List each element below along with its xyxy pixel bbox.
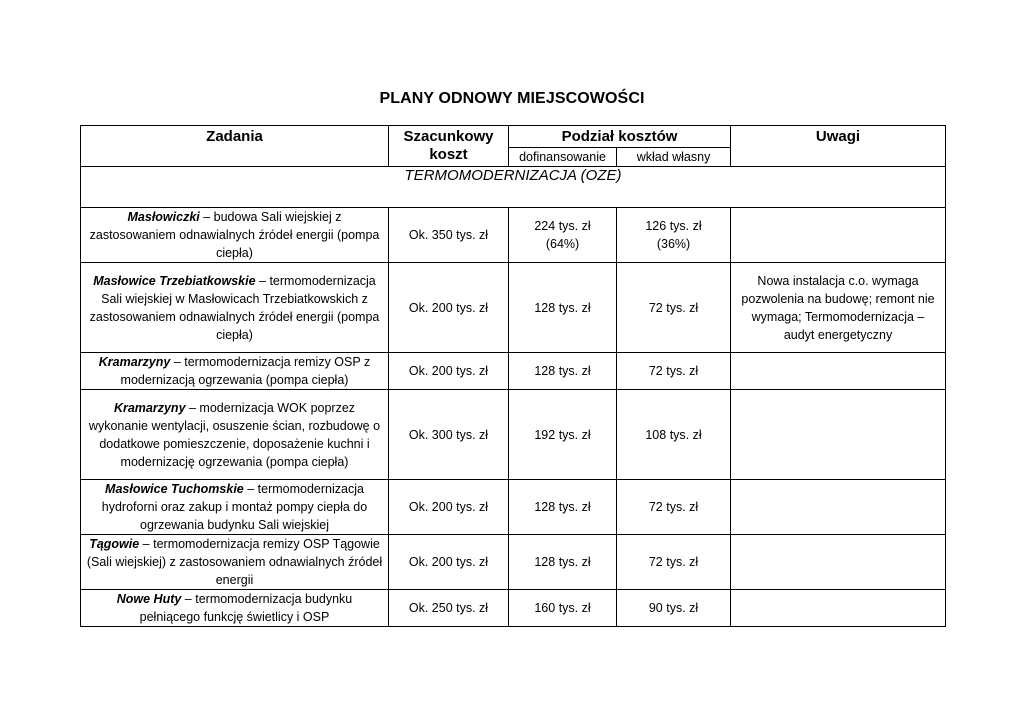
cofinancing-cell (509, 353, 617, 390)
header-own-contribution: wkład własny (617, 148, 731, 167)
own-contribution-cell (617, 590, 731, 627)
task-description: – termomodernizacja hydroforni oraz zakup i montaż pompy ciepła do ogrzewania budynku Sali wiejskiej (101, 482, 368, 532)
village-name: Nowe Huty (116, 592, 182, 606)
estimated-cost-cell: Ok. 200 tys. zł (389, 263, 509, 353)
cofinancing-value: 160 tys. zł (534, 601, 591, 615)
own-contribution-value: 90 tys. zł (648, 601, 699, 615)
cofinancing-cell (509, 590, 617, 627)
header-cofinancing: dofinansowanie (509, 148, 617, 167)
village-name: Tągowie (89, 537, 140, 551)
own-contribution-value: 126 tys. zł (645, 219, 702, 233)
own-contribution-percent: (36%) (656, 237, 691, 251)
own-contribution-cell (617, 390, 731, 480)
estimated-cost-cell: Ok. 250 tys. zł (389, 590, 509, 627)
task-description: – termomodernizacja budynku pełniącego funkcję świetlicy i OSP (139, 592, 353, 624)
own-contribution-value: 72 tys. zł (648, 300, 699, 315)
village-name: Masłowice Tuchomskie (105, 482, 244, 496)
renewal-plans-table (80, 125, 946, 627)
own-contribution-cell (617, 353, 731, 390)
section-heading: TERMOMODERNIZACJA (OZE) (81, 167, 946, 208)
task-cell (81, 208, 389, 263)
task-cell (81, 353, 389, 390)
table-row (81, 208, 946, 263)
own-contribution-cell (617, 208, 731, 263)
notes-cell (731, 535, 946, 590)
own-contribution-cell (617, 535, 731, 590)
estimated-cost-cell: Ok. 300 tys. zł (389, 390, 509, 480)
task-cell (81, 390, 389, 480)
notes-cell: Nowa instalacja c.o. wymaga pozwolenia na budowę; remont nie wymaga; Termomodernizacja – audyt energetyczny (731, 263, 946, 353)
own-contribution-value: 72 tys. zł (648, 500, 699, 514)
task-description: – termomodernizacja remizy OSP z modernizacją ogrzewania (pompa ciepła) (120, 355, 371, 387)
notes-cell (731, 480, 946, 535)
task-cell (81, 535, 389, 590)
cofinancing-percent: (64%) (545, 237, 580, 251)
task-cell (81, 480, 389, 535)
table-row (81, 390, 946, 480)
estimated-cost-cell: Ok. 200 tys. zł (389, 535, 509, 590)
header-notes: Uwagi (731, 126, 946, 167)
table-row (81, 590, 946, 627)
notes-cell (731, 208, 946, 263)
header-cost-line1: Szacunkowy (403, 128, 494, 145)
task-cell (81, 590, 389, 627)
header-tasks: Zadania (81, 126, 389, 167)
header-cost-line2: koszt (429, 146, 468, 163)
cofinancing-value: 192 tys. zł (534, 427, 591, 442)
cofinancing-cell (509, 208, 617, 263)
estimated-cost-cell: Ok. 200 tys. zł (389, 353, 509, 390)
cofinancing-value: 128 tys. zł (534, 555, 591, 569)
cofinancing-cell (509, 480, 617, 535)
cofinancing-cell (509, 263, 617, 353)
own-contribution-cell (617, 263, 731, 353)
header-cost-split: Podział kosztów (509, 126, 731, 148)
notes-cell (731, 353, 946, 390)
page-title: PLANY ODNOWY MIEJSCOWOŚCI (379, 90, 645, 107)
table-row (81, 263, 946, 353)
estimated-cost-cell: Ok. 350 tys. zł (389, 208, 509, 263)
own-contribution-value: 72 tys. zł (648, 364, 699, 378)
cofinancing-value: 128 tys. zł (534, 364, 591, 378)
task-description: – modernizacja WOK poprzez wykonanie wentylacji, osuszenie ścian, rozbudowę o dodatkowe pomieszczenie, doposażenie kuchni i modernizację ogrzewania (pompa ciepła) (88, 400, 381, 469)
notes-cell (731, 390, 946, 480)
task-cell (81, 263, 389, 353)
cofinancing-value: 224 tys. zł (534, 219, 591, 233)
village-name: Masłowice Trzebiatkowskie (93, 273, 256, 288)
cofinancing-value: 128 tys. zł (534, 300, 591, 315)
table-row (81, 353, 946, 390)
header-estimated-cost (389, 126, 509, 167)
village-name: Kramarzyny (113, 400, 186, 415)
estimated-cost-cell: Ok. 200 tys. zł (389, 480, 509, 535)
task-description: – termomodernizacja Sali wiejskiej w Masłowicach Trzebiatkowskich z zastosowaniem odnawialnych źródeł energii (pompa ciepła) (89, 273, 380, 342)
table-row (81, 480, 946, 535)
task-description: – termomodernizacja remizy OSP Tągowie (Sali wiejskiej) z zastosowaniem odnawialnych źródeł energii (86, 537, 383, 587)
cofinancing-cell (509, 390, 617, 480)
cofinancing-cell (509, 535, 617, 590)
own-contribution-cell (617, 480, 731, 535)
cofinancing-value: 128 tys. zł (534, 500, 591, 514)
village-name: Kramarzyny (98, 355, 171, 369)
own-contribution-value: 108 tys. zł (645, 427, 702, 442)
village-name: Masłowiczki (127, 210, 200, 224)
notes-cell (731, 590, 946, 627)
own-contribution-value: 72 tys. zł (648, 555, 699, 569)
table-row (81, 535, 946, 590)
task-description: – budowa Sali wiejskiej z zastosowaniem odnawialnych źródeł energii (pompa ciepła) (89, 210, 380, 260)
